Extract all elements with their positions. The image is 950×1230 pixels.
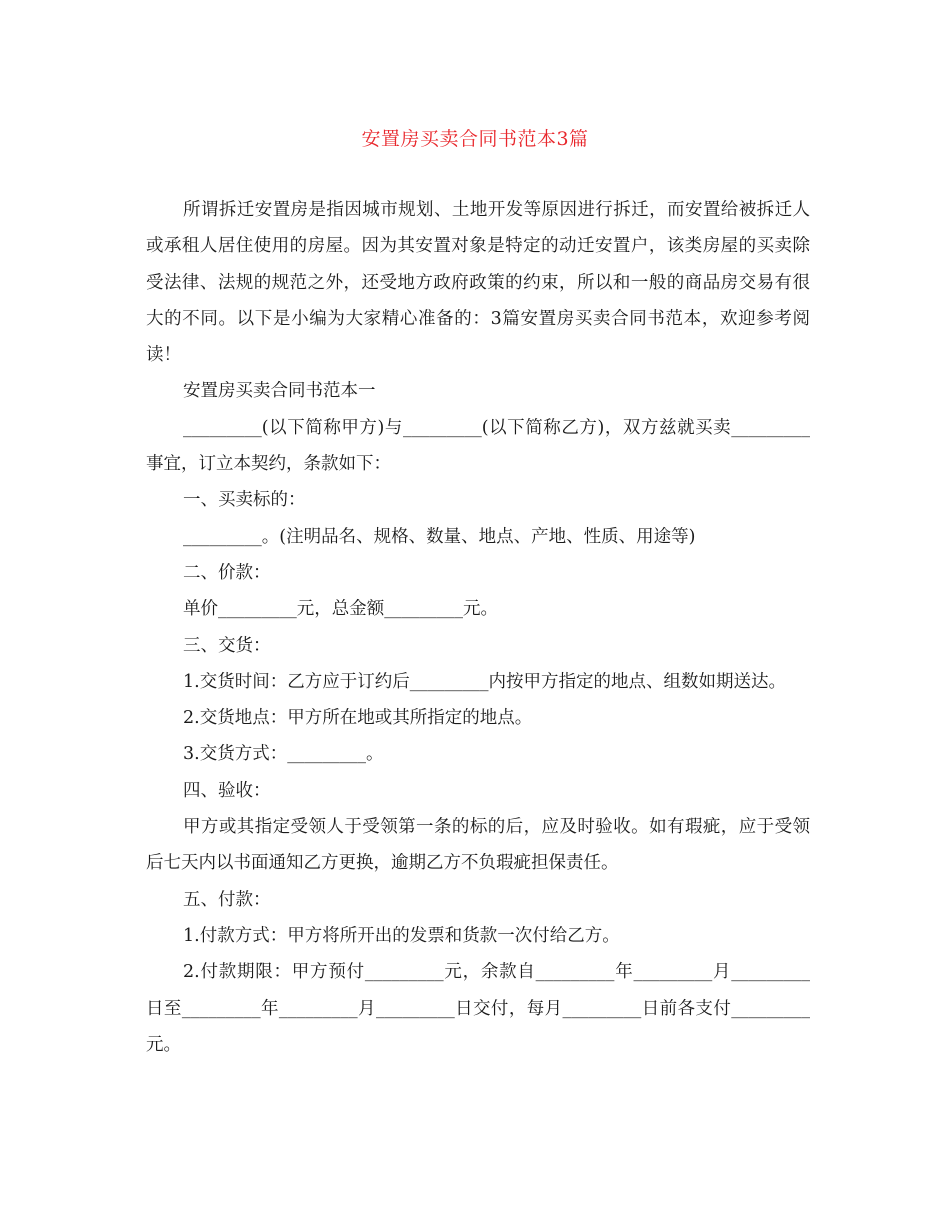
paragraph-clause-4-heading: 四、验收： [183,780,271,801]
paragraph-clause-3-item-3: 3.交货方式：_________。 [183,744,384,765]
paragraph-clause-3-heading: 三、交货： [183,635,271,656]
document-title: 安置房买卖合同书范本3篇 [361,128,589,150]
paragraph-clause-5-heading: 五、付款： [183,889,271,910]
paragraph-clause-2-body: 单价_________元，总金额_________元。 [183,599,498,620]
paragraph-clause-5-item-2: 2.付款期限：甲方预付_________元，余款自_________年_________月_________日至_________年_________月_________日交付，每月_________日前各支付_________元。 [146,962,810,1055]
paragraph-parties: _________(以下简称甲方)与_________(以下简称乙方)，双方兹就买卖_________事宜，订立本契约，条款如下： [146,417,810,475]
paragraph-clause-4-body: 甲方或其指定受领人于受领第一条的标的后，应及时验收。如有瑕疵，应于受领后七天内以书面通知乙方更换，逾期乙方不负瑕疵担保责任。 [146,817,810,874]
paragraph-clause-3-item-1: 1.交货时间：乙方应于订约后_________内按甲方指定的地点、组数如期送达。 [183,671,786,692]
paragraph-clause-3-item-2: 2.交货地点：甲方所在地或其所指定的地点。 [183,708,533,729]
paragraph-clause-1-body: _________。(注明品名、规格、数量、地点、产地、性质、用途等) [183,526,696,547]
paragraph-clause-5-item-1: 1.付款方式：甲方将所开出的发票和货款一次付给乙方。 [183,925,620,946]
paragraph-clause-2-heading: 二、价款： [183,562,271,583]
paragraph-section-heading: 安置房买卖合同书范本一 [183,381,376,402]
paragraph-clause-1-heading: 一、买卖标的： [183,490,306,511]
document-body [146,192,810,1063]
paragraph-intro: 所谓拆迁安置房是指因城市规划、土地开发等原因进行拆迁，而安置给被拆迁人或承租人居住使用的房屋。因为其安置对象是特定的动迁安置户，该类房屋的买卖除受法律、法规的规范之外，还受地方政府政策的约束，所以和一般的商品房交易有很大的不同。以下是小编为大家精心准备的：3篇安置房买卖合同书范本，欢迎参考阅读！ [146,200,810,366]
